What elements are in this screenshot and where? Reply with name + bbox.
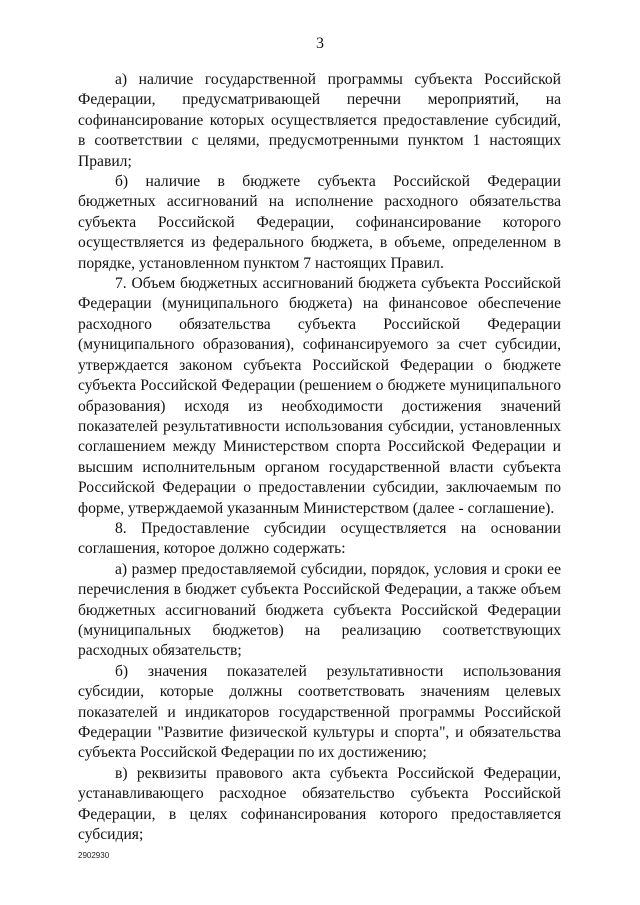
- paragraph-7-budget-volume: 7. Объем бюджетных ассигнований бюджета субъекта Российской Федерации (муниципального бюджета) на финансовое обеспечение расходного обязательства субъекта Российской Федерации (муниципального образования), софинансируемого за счет субсидии, утверждается законом субъекта Российской Федерации о бюджете субъекта Российской Федерации (решением о бюджете муниципального образования) исходя из необходимости достижения значений показателей результативности использования субсидии, установленных соглашением между Министерством спорта Российской Федерации и высшим исполнительным органом государственной власти субъекта Российской Федерации о предоставлении субсидии, заключаемым по форме, утверждаемой указанным Министерством (далее - соглашение).: [78, 275, 561, 517]
- paragraph-8a-subsidy-amount: а) размер предоставляемой субсидии, порядок, условия и сроки ее перечисления в бюджет субъекта Российской Федерации, а также объем бюджетных ассигнований бюджета субъекта Российской Федерации (муниципальных бюджетов) на реализацию соответствующих расходных обязательств;: [78, 560, 561, 660]
- paragraph-8c-legal-act-details: в) реквизиты правового акта субъекта Российской Федерации, устанавливающего расходное обязательство субъекта Российской Федерации, в целях софинансирования которого предоставляется субсидия;: [78, 764, 561, 844]
- paragraph-8b-performance-indicators: б) значения показателей результативности использования субсидии, которые должны соответствовать значениям целевых показателей и индикаторов государственной программы Российской Федерации "Развитие физической культуры и спорта", и обязательства субъекта Российской Федерации по их достижению;: [78, 662, 561, 762]
- paragraph-8-agreement: 8. Предоставление субсидии осуществляется на основании соглашения, которое должно содержать:: [78, 519, 561, 558]
- paragraph-b-budget-allocations: б) наличие в бюджете субъекта Российской Федерации бюджетных ассигнований на исполнение расходного обязательства субъекта Российской Федерации, софинансирование которого осуществляется из федерального бюджета, в объеме, определенном в порядке, установленном пунктом 7 настоящих Правил.: [78, 173, 561, 272]
- page-number: 3: [316, 35, 324, 52]
- document-code: 2902930: [78, 851, 110, 860]
- paragraph-a-state-program: а) наличие государственной программы субъекта Российской Федерации, предусматривающей перечни мероприятий, на софинансирование которых осуществляется предоставление субсидий, в соответствии с целями, предусмотренными пунктом 1 настоящих Правил;: [78, 71, 561, 170]
- document-body: [78, 70, 561, 845]
